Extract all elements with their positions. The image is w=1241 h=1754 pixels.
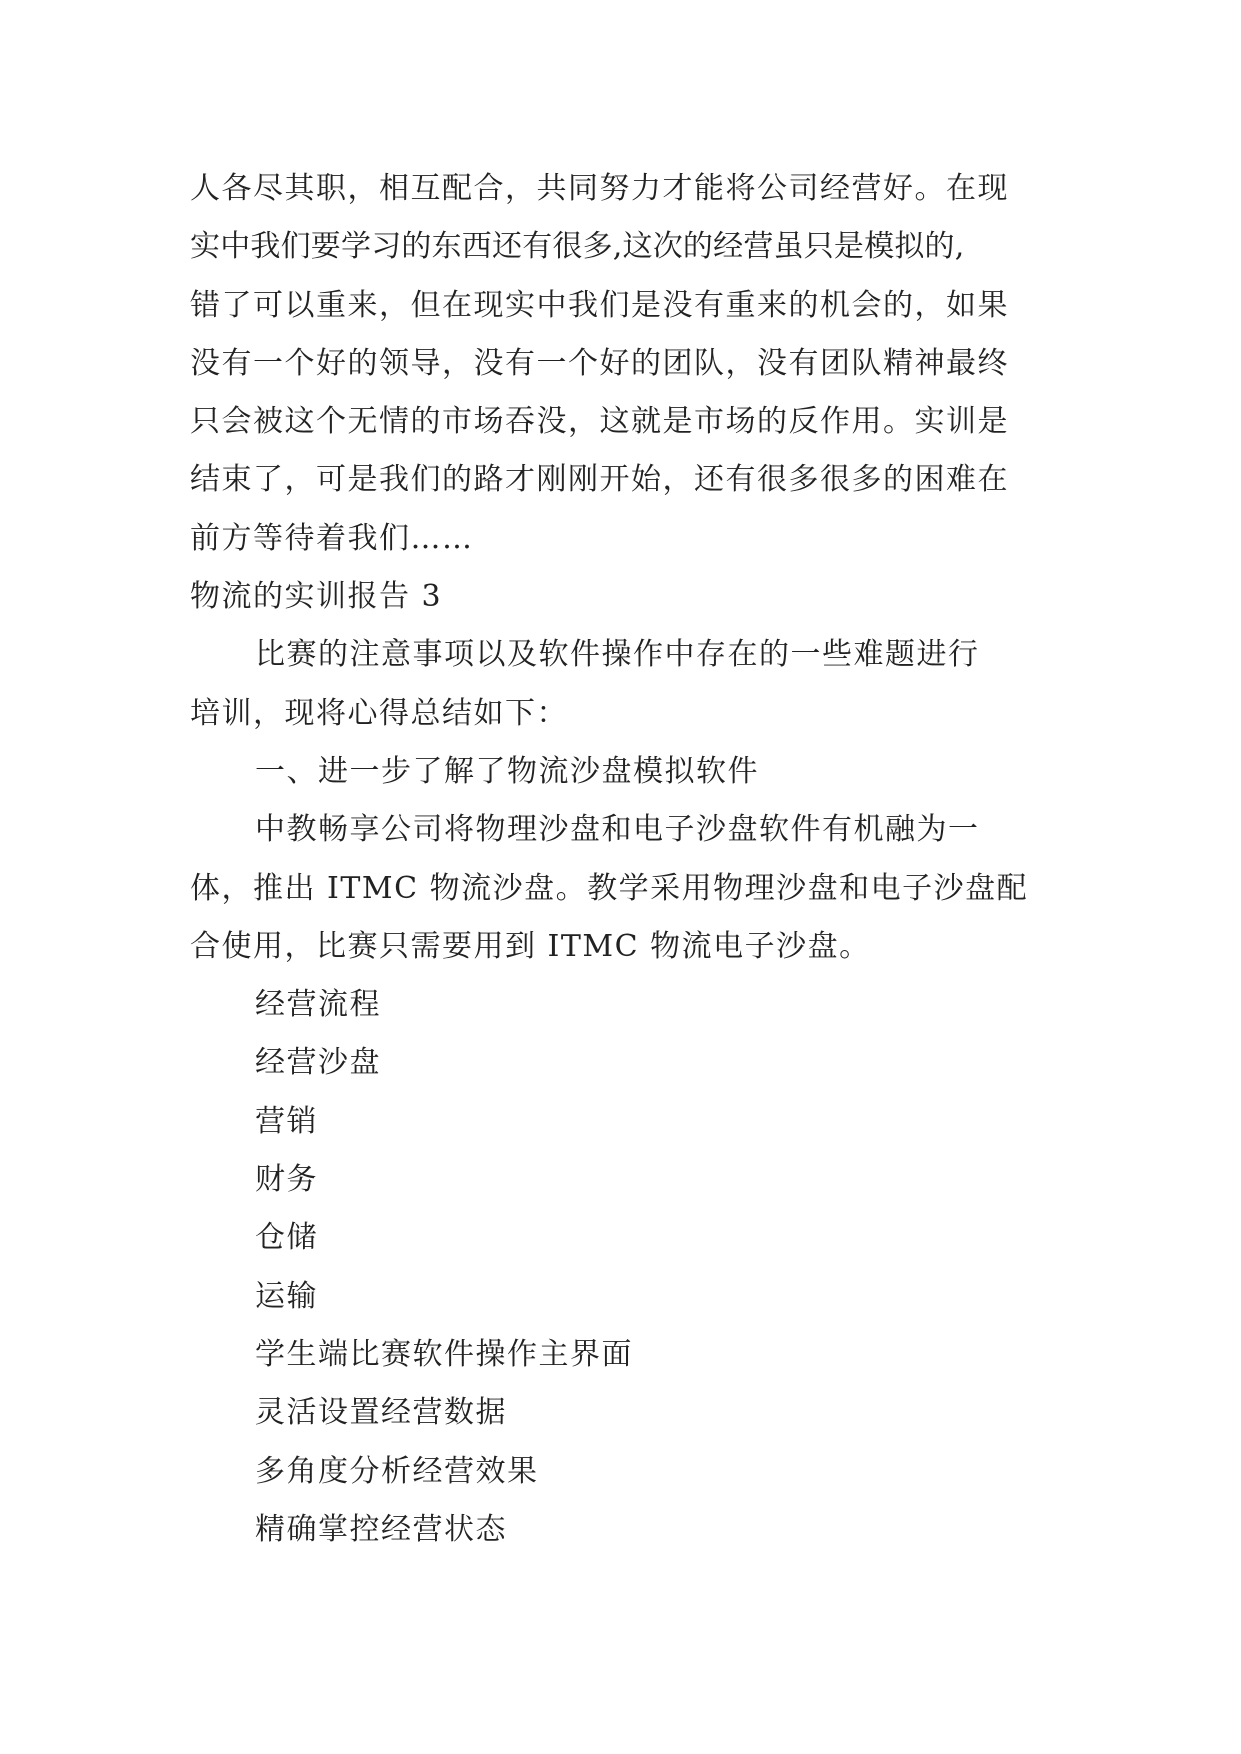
feature-list xyxy=(190,976,1090,1559)
software-paragraph xyxy=(190,801,1090,976)
document-body xyxy=(190,160,1090,1559)
section-title: 物流的实训报告 3 xyxy=(190,579,443,615)
paragraph-line: 结束了，可是我们的路才刚刚开始，还有很多很多的困难在 xyxy=(190,462,1009,498)
list-item: 多角度分析经营效果 xyxy=(255,1453,539,1489)
paragraph-line: 实中我们要学习的东西还有很多,这次的经营虽只是模拟的, xyxy=(190,229,965,265)
list-item: 学生端比赛软件操作主界面 xyxy=(255,1336,633,1372)
list-item: 财务 xyxy=(255,1162,318,1198)
list-item: 灵活设置经营数据 xyxy=(255,1395,507,1431)
list-item: 仓储 xyxy=(255,1220,318,1256)
list-item: 经营沙盘 xyxy=(255,1045,381,1081)
paragraph-line: 没有一个好的领导，没有一个好的团队，没有团队精神最终 xyxy=(190,345,1009,381)
list-item: 经营流程 xyxy=(255,987,381,1023)
intro-paragraph xyxy=(190,626,1090,743)
list-item: 运输 xyxy=(255,1278,318,1314)
list-item: 精确掌控经营状态 xyxy=(255,1511,507,1547)
list-item: 营销 xyxy=(255,1103,318,1139)
paragraph-line: 前方等待着我们…… xyxy=(190,520,474,556)
heading-1: 一、进一步了解了物流沙盘模拟软件 xyxy=(255,753,759,789)
paragraph-line: 只会被这个无情的市场吞没，这就是市场的反作用。实训是 xyxy=(190,404,1009,440)
paragraph-line: 错了可以重来，但在现实中我们是没有重来的机会的，如果 xyxy=(190,287,1009,323)
paragraph-line: 中教畅享公司将物理沙盘和电子沙盘软件有机融为一 xyxy=(255,812,980,848)
continued-paragraph xyxy=(190,160,1090,568)
paragraph-line: 合使用，比赛只需要用到 ITMC 物流电子沙盘。 xyxy=(190,928,871,964)
paragraph-line: 培训，现将心得总结如下： xyxy=(190,695,568,731)
paragraph-line: 人各尽其职，相互配合，共同努力才能将公司经营好。在现 xyxy=(190,171,1009,206)
paragraph-line: 体，推出 ITMC 物流沙盘。教学采用物理沙盘和电子沙盘配 xyxy=(190,870,1029,906)
paragraph-line: 比赛的注意事项以及软件操作中存在的一些难题进行 xyxy=(255,637,980,673)
